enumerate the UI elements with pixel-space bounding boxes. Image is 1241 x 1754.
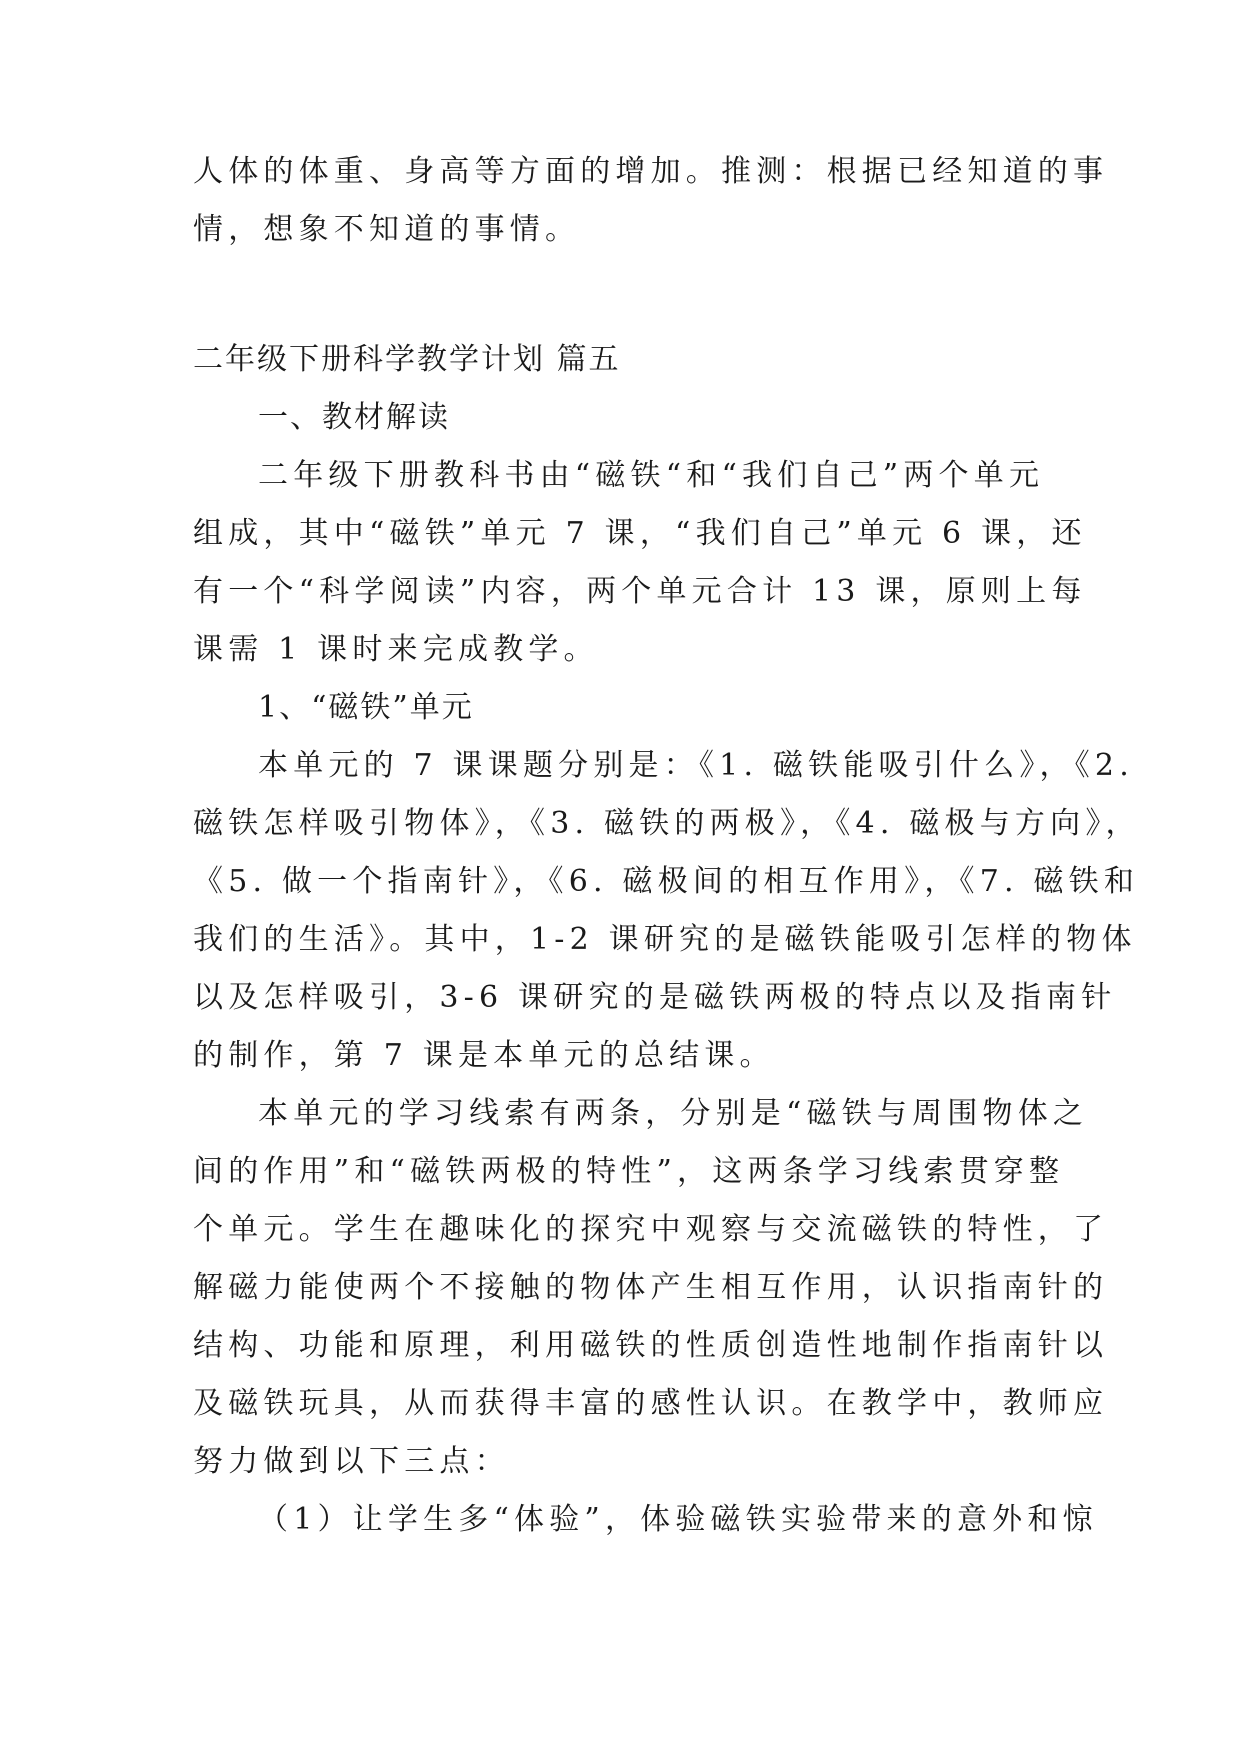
paragraph-line: （1）让学生多“体验”，体验磁铁实验带来的意外和惊 bbox=[258, 1502, 1098, 1537]
section-title: 二年级下册科学教学计划 篇五 bbox=[193, 342, 621, 377]
paragraph-line: 我们的生活》。其中，1-2 课研究的是磁铁能吸引怎样的物体 bbox=[193, 922, 1137, 957]
paragraph-line: 解磁力能使两个不接触的物体产生相互作用，认识指南针的 bbox=[193, 1270, 1109, 1305]
paragraph-line: 有一个“科学阅读”内容，两个单元合计 13 课，原则上每 bbox=[193, 574, 1087, 609]
paragraph-line: 本单元的 7 课课题分别是：《1. 磁铁能吸引什么》，《2. bbox=[258, 748, 1134, 783]
paragraph-line: 《5. 做一个指南针》，《6. 磁极间的相互作用》，《7. 磁铁和 bbox=[193, 864, 1140, 899]
subsection-heading: 一、教材解读 bbox=[258, 400, 450, 435]
paragraph-line: 个单元。学生在趣味化的探究中观察与交流磁铁的特性，了 bbox=[193, 1212, 1109, 1247]
paragraph-line: 组成，其中“磁铁”单元 7 课，“我们自己”单元 6 课，还 bbox=[193, 516, 1087, 551]
paragraph-line: 本单元的学习线索有两条，分别是“磁铁与周围物体之 bbox=[258, 1096, 1089, 1131]
paragraph-line: 二年级下册教科书由“磁铁“和“我们自己”两个单元 bbox=[258, 458, 1045, 493]
subsection-heading: 1、“磁铁”单元 bbox=[258, 690, 474, 725]
paragraph-line: 磁铁怎样吸引物体》，《3. 磁铁的两极》，《4. 磁极与方向》， bbox=[193, 806, 1141, 841]
paragraph-line: 的制作，第 7 课是本单元的总结课。 bbox=[193, 1038, 775, 1073]
paragraph-line: 人体的体重、身高等方面的增加。推测：根据已经知道的事 bbox=[193, 154, 1109, 189]
paragraph-line: 结构、功能和原理，利用磁铁的性质创造性地制作指南针以 bbox=[193, 1328, 1109, 1363]
paragraph-line: 课需 1 课时来完成教学。 bbox=[193, 632, 599, 667]
paragraph-line: 情，想象不知道的事情。 bbox=[193, 212, 581, 247]
paragraph-line: 及磁铁玩具，从而获得丰富的感性认识。在教学中，教师应 bbox=[193, 1386, 1109, 1421]
paragraph-line: 努力做到以下三点： bbox=[193, 1444, 510, 1479]
paragraph-line: 以及怎样吸引，3-6 课研究的是磁铁两极的特点以及指南针 bbox=[193, 980, 1117, 1015]
paragraph-line: 间的作用”和“磁铁两极的特性”，这两条学习线索贯穿整 bbox=[193, 1154, 1065, 1189]
